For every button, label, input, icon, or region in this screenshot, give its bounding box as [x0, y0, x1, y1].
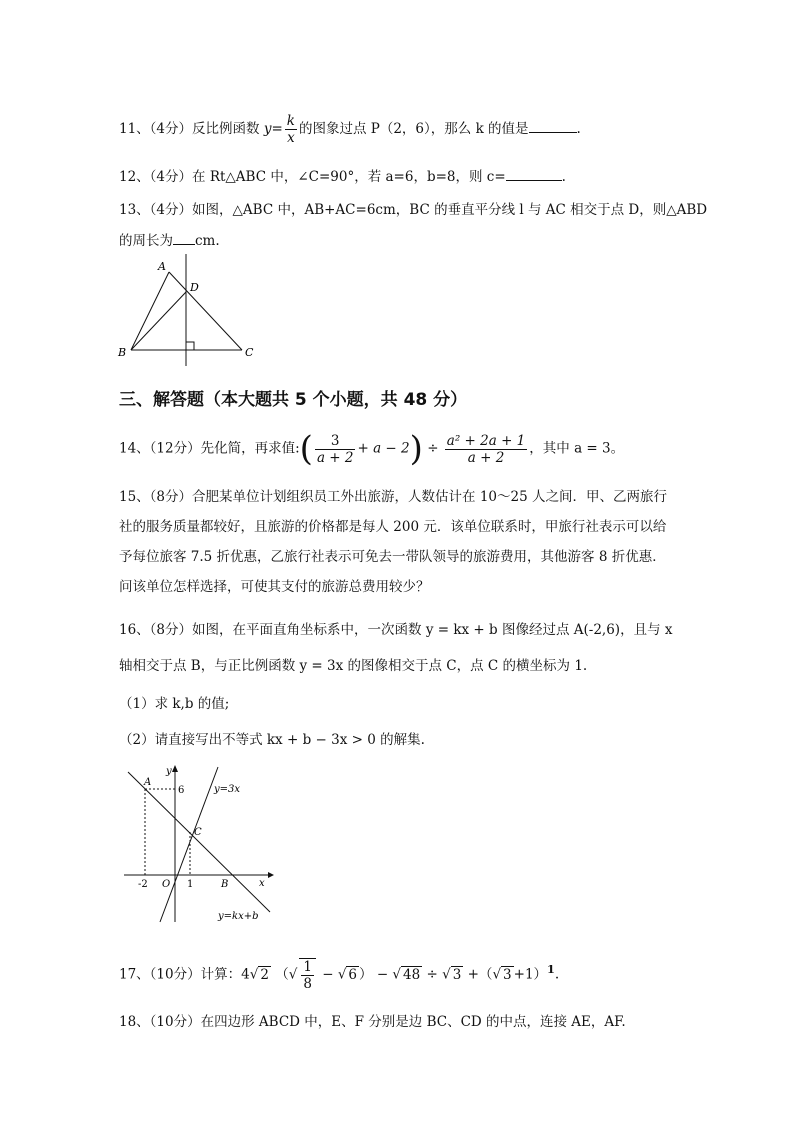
- label-A: A: [144, 777, 152, 788]
- q14-mid: + a − 2: [357, 440, 410, 457]
- q17-minus-2: −: [376, 966, 393, 983]
- q12-text: 在 Rt△ABC 中，∠C=90°，若 a=6，b=8，则 c=: [192, 169, 506, 185]
- q11-frac-den: x: [287, 130, 295, 146]
- q14-tail: ，其中 a = 3。: [529, 440, 625, 457]
- q13-text: 如图，△ABC 中，AB+AC=6cm，BC 的垂直平分线 l 与 AC 相交于点 D，则△ABD: [192, 202, 708, 218]
- tick-6: 6: [178, 785, 185, 796]
- label-O: O: [162, 879, 171, 890]
- q16-number: 16、（8分）: [119, 622, 193, 638]
- q17-divide: ÷: [422, 966, 443, 983]
- q18-text: 在四边形 ABCD 中，E、F 分别是边 BC、CD 的中点，连接 AE，AF.: [200, 1014, 626, 1030]
- question-16: [119, 618, 672, 638]
- tick-1: 1: [187, 879, 194, 890]
- question-13-line2: [119, 229, 220, 249]
- q16-part2: （2）请直接写出不等式 kx + b − 3x > 0 的解集.: [119, 732, 425, 748]
- question-14: [119, 429, 625, 469]
- label-A: A: [158, 260, 166, 273]
- label-B: B: [221, 879, 229, 890]
- q17-number: 17、（10分）: [119, 966, 201, 983]
- label-ykxb: y=kx+b: [218, 911, 259, 922]
- label-C: C: [194, 827, 202, 838]
- q13-triangle-figure: [115, 250, 265, 370]
- q11-y: y: [263, 121, 272, 137]
- q14-fraction-1: [315, 433, 356, 466]
- q14-f1-den: a + 2: [316, 449, 354, 466]
- q12-end: .: [561, 169, 566, 185]
- q11-text2: 的图象过点 P（2，6），那么 k 的值是: [298, 121, 529, 137]
- q17-frac-num: 1: [303, 959, 312, 975]
- question-13: [119, 198, 707, 218]
- x-axis-arrow: [268, 872, 274, 878]
- q17-sqrt-6: 6: [348, 966, 358, 983]
- q14-number: 14、（12分）: [119, 440, 201, 457]
- q12-answer-blank[interactable]: [506, 166, 562, 181]
- tick-neg2: -2: [138, 879, 148, 890]
- q15-number: 15、（8分）: [119, 489, 193, 505]
- q11-number: 11、（4分）: [119, 121, 193, 137]
- q17-exponent: 1: [547, 962, 555, 976]
- question-16-line2: [119, 654, 587, 674]
- q17-open: （: [275, 966, 289, 983]
- q15-text: 合肥某单位计划组织员工外出旅游，人数估计在 10～25 人之间．甲、乙两旅行社的服务质量都较好，且旅游的价格都是每人 200 元．该单位联系时，甲旅行社表示可以给予每位旅客 7.5 折优惠，乙旅行社表示可免去一带队领导的旅游费用，其他游客 8 折优惠．问该单位怎样选择，可使其支付的旅游总费用较少？: [119, 489, 667, 595]
- label-x: x: [259, 878, 265, 889]
- sqrt-symbol: √: [288, 966, 298, 983]
- label-y: y: [166, 766, 172, 777]
- q13-answer-blank[interactable]: [173, 230, 195, 245]
- q18-number: 18、（10分）: [119, 1014, 201, 1030]
- q12-number: 12、（4分）: [119, 169, 193, 185]
- sqrt-symbol: √: [442, 966, 451, 983]
- q16-part1: （1）求 k,b 的值;: [119, 696, 230, 712]
- sqrt-symbol: √: [392, 966, 402, 983]
- right-angle-mark: [186, 342, 194, 350]
- q11-eq: =: [271, 121, 283, 137]
- q14-close-paren: ): [409, 429, 423, 469]
- q14-open-paren: (: [299, 429, 313, 469]
- q17-tail: +1）: [513, 966, 548, 983]
- sqrt-symbol: √: [249, 966, 259, 983]
- q17-text: 计算：4: [200, 966, 250, 983]
- q17-plus: +（: [463, 966, 493, 983]
- q11-answer-blank[interactable]: [529, 118, 577, 133]
- q17-frac-den: 8: [303, 976, 312, 992]
- q17-sqrt-3b: 3: [503, 966, 512, 983]
- segment-BD: [131, 292, 186, 350]
- sqrt-symbol: √: [492, 966, 502, 983]
- q11-end: .: [576, 121, 581, 137]
- q16-line1: 如图，在平面直角坐标系中，一次函数 y = kx + b 图像经过点 A(-2,6)，且与 x: [192, 622, 673, 638]
- question-16-part2: [119, 728, 425, 748]
- q17-sqrt-48: 48: [403, 966, 421, 983]
- line-y-kx-b: [128, 772, 270, 912]
- q14-text: 先化简，再求值:: [200, 440, 300, 457]
- question-18: [119, 1010, 626, 1030]
- q13-text2: 的周长为: [119, 233, 173, 249]
- segment-AB: [131, 272, 169, 350]
- q11-frac-num: k: [286, 113, 295, 129]
- question-11: [119, 113, 581, 146]
- question-16-part1: [119, 692, 229, 712]
- segment-AC: [169, 272, 242, 350]
- question-15: [119, 482, 679, 602]
- q13-end: cm.: [195, 233, 220, 249]
- line-y-3x: [160, 767, 218, 922]
- question-17: [119, 958, 559, 992]
- q17-sqrt-fraction: [299, 958, 316, 992]
- label-y3x: y=3x: [214, 784, 241, 795]
- y-axis-arrow: [172, 765, 178, 772]
- q17-minus: −: [322, 966, 334, 983]
- q17-sqrt-3: 3: [452, 966, 462, 983]
- q17-sqrt-2: 2: [260, 966, 269, 983]
- sqrt-symbol: √: [337, 966, 347, 983]
- q14-f2-num: a² + 2a + 1: [446, 432, 526, 449]
- q14-divide: ÷: [427, 440, 439, 457]
- q14-fraction-2: [445, 433, 527, 466]
- q16-line2: 轴相交于点 B，与正比例函数 y = 3x 的图像相交于点 C，点 C 的横坐标为 1.: [119, 658, 588, 674]
- question-12: [119, 165, 566, 185]
- q11-text: 反比例函数: [192, 121, 260, 137]
- q16-coordinate-graph: [120, 762, 280, 927]
- q14-f1-num: 3: [315, 433, 356, 450]
- q17-close: ）: [359, 966, 373, 983]
- q14-f2-den: a + 2: [467, 449, 505, 466]
- q17-end: .: [554, 966, 560, 983]
- section-3-title: 三、解答题（本大题共 5 个小题，共 48 分）: [119, 390, 468, 410]
- q11-fraction: [285, 113, 297, 146]
- q13-number: 13、（4分）: [119, 202, 193, 218]
- label-C: C: [245, 346, 254, 359]
- label-B: B: [118, 346, 127, 359]
- label-D: D: [190, 281, 199, 294]
